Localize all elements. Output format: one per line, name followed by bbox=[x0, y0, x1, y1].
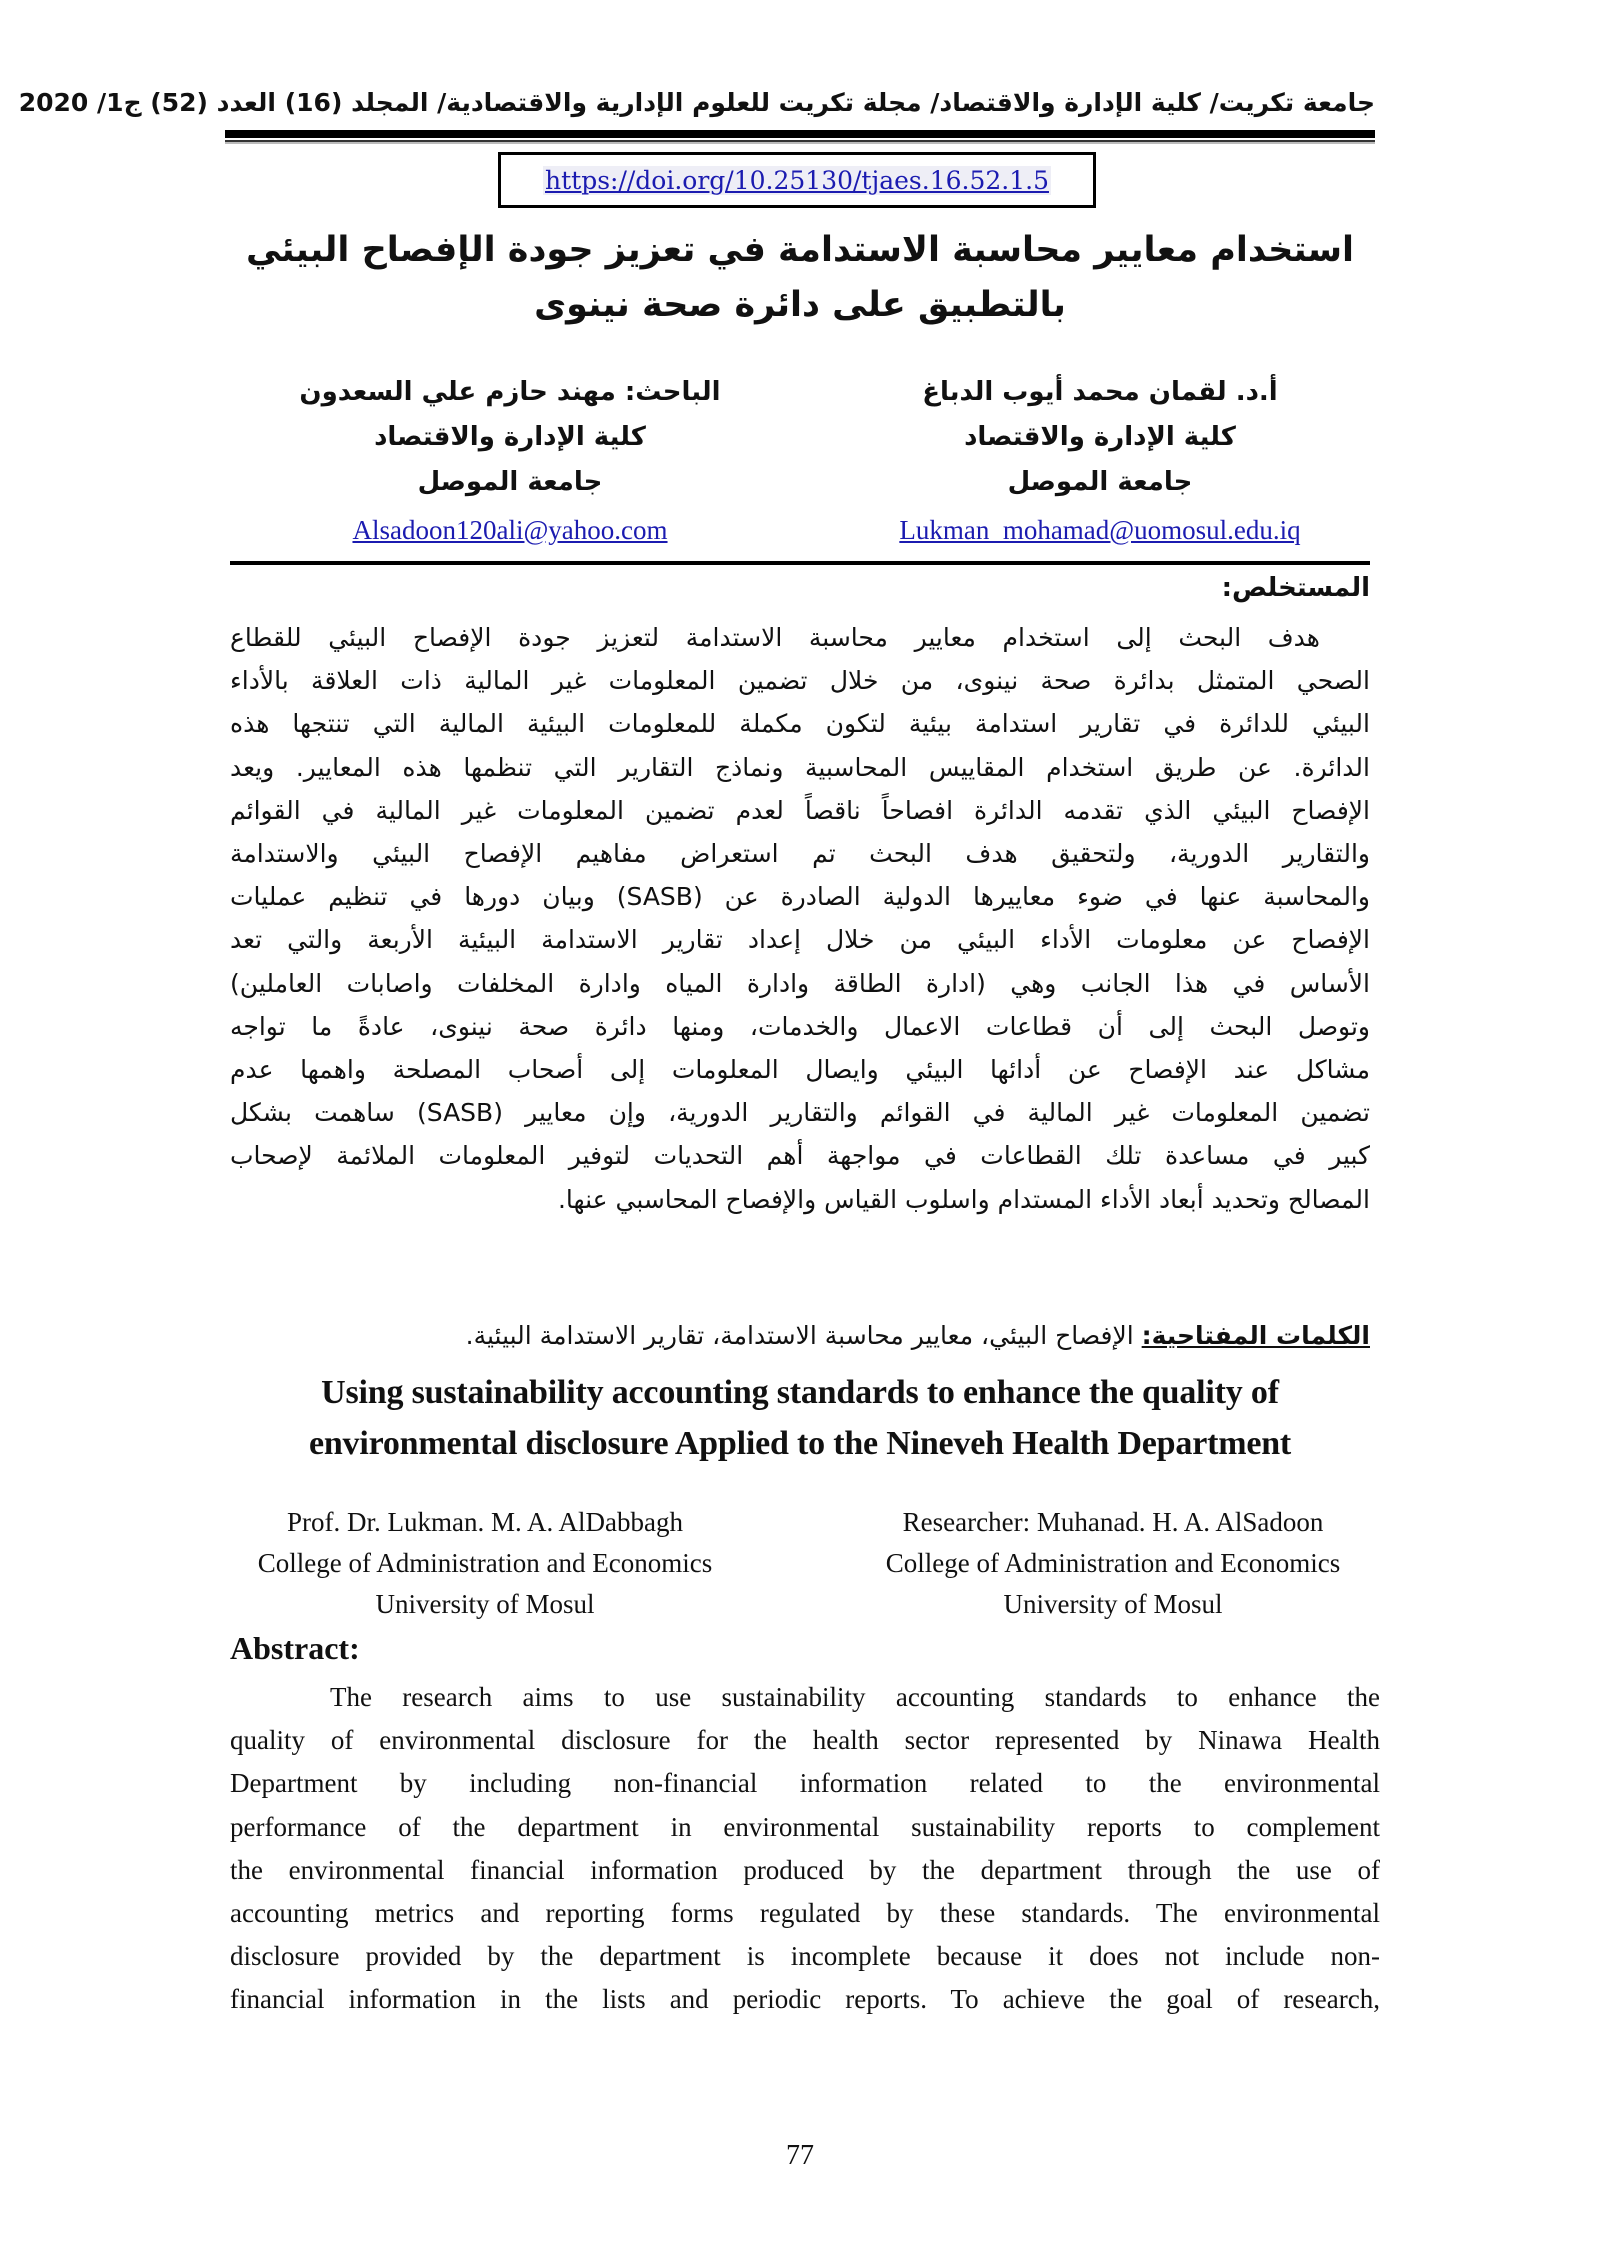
abstract-ar-line: الإفصاح البيئي الذي تقدمه الدائرة افصاحاً ناقصاً لعدم تضمين المعلومات غير المالية في القوائم bbox=[230, 795, 1370, 825]
section-divider bbox=[230, 561, 1370, 565]
abstract-ar-line: المصالح وتحديد أبعاد الأداء المستدام واسلوب القياس والإفصاح المحاسبي عنها. bbox=[557, 1184, 1370, 1214]
abstract-en-line: quality of environmental disclosure for the health sector represented by Ninawa Health bbox=[230, 1725, 1380, 1756]
abstract-ar-line: الدائرة. عن طريق استخدام المقاييس المحاسبية ونماذج التقارير التي تنظمها هذه المعايير. ويعد bbox=[230, 752, 1370, 782]
keywords-label: الكلمات المفتاحية: bbox=[1141, 1321, 1370, 1350]
keywords-text: الإفصاح البيئي، معايير محاسبة الاستدامة، تقارير الاستدامة البيئية. bbox=[465, 1321, 1142, 1350]
author-university: جامعة الموصل bbox=[1007, 467, 1193, 497]
abstract-en-line: disclosure provided by the department is incomplete because it does not include non- bbox=[230, 1941, 1380, 1972]
abstract-en-body bbox=[230, 1676, 1380, 2022]
abstract-ar-line: كبير في مساعدة تلك القطاعات في مواجهة أهم التحديات لتوفير المعلومات الملائمة لإصحاب bbox=[230, 1141, 1370, 1171]
abstract-en-line: accounting metrics and reporting forms regulated by these standards. The environmental bbox=[230, 1898, 1380, 1929]
author-email-link[interactable]: Lukman_mohamad@uomosul.edu.iq bbox=[899, 515, 1301, 545]
title-ar-line-2: بالتطبيق على دائرة صحة نينوى bbox=[534, 285, 1066, 325]
abstract-ar-line: هدف البحث إلى استخدام معايير محاسبة الاستدامة لتعزيز جودة الإفصاح البيئي للقطاع bbox=[230, 623, 1320, 652]
author-university: University of Mosul bbox=[375, 1589, 595, 1619]
author-email-link[interactable]: Alsadoon120ali@yahoo.com bbox=[352, 515, 668, 545]
abstract-ar-body bbox=[230, 616, 1370, 1221]
abstract-ar-line: البيئي للدائرة في تقارير استدامة بيئية لتكون مكملة للمعلومات البيئية المالية التي تنتجها هذه bbox=[230, 709, 1370, 739]
journal-header: جامعة تكريت/ كلية الإدارة والاقتصاد/ مجلة تكريت للعلوم الإدارية والاقتصادية/ المجلد (16) العدد (52) ج1/ 2020 bbox=[18, 88, 1375, 117]
author-en-2 bbox=[853, 1502, 1373, 1625]
keywords-ar bbox=[230, 1321, 1370, 1350]
title-en-line-1: Using sustainability accounting standards to enhance the quality of bbox=[321, 1374, 1279, 1411]
title-en-line-2: environmental disclosure Applied to the Nineveh Health Department bbox=[308, 1425, 1292, 1462]
abstract-en-line: Department by including non-financial information related to the environmental bbox=[230, 1768, 1380, 1799]
author-college: كلية الإدارة والاقتصاد bbox=[374, 422, 646, 452]
author-ar-2 bbox=[230, 370, 790, 555]
abstract-en-line: performance of the department in environmental sustainability reports to complement bbox=[230, 1811, 1380, 1842]
abstract-en-line: The research aims to use sustainability accounting standards to enhance the bbox=[330, 1682, 1380, 1712]
page-number: 77 bbox=[786, 2140, 814, 2171]
abstract-ar-line: الأساس في هذا الجانب وهي (ادارة الطاقة وادارة المياه وادارة المخلفات واصابات العاملين) bbox=[230, 968, 1370, 998]
doi-link[interactable]: https://doi.org/10.25130/tjaes.16.52.1.5 bbox=[545, 165, 1049, 195]
author-college: College of Administration and Economics bbox=[885, 1548, 1341, 1578]
abstract-en-line: the environmental financial information produced by the department through the use of bbox=[230, 1854, 1380, 1885]
abstract-ar-line: الإفصاح عن معلومات الأداء البيئي من خلال إعداد تقارير الاستدامة البيئية الأربعة والتي تعد bbox=[230, 925, 1370, 955]
header-rule-shade bbox=[225, 142, 1375, 144]
abstract-ar-line: وتوصل البحث إلى أن قطاعات الاعمال والخدمات، ومنها دائرة صحة نينوى، عادةً ما تواجه bbox=[230, 1011, 1370, 1041]
author-college: كلية الإدارة والاقتصاد bbox=[964, 422, 1236, 452]
abstract-ar-line: الصحي المتمثل بدائرة صحة نينوى، من خلال تضمين المعلومات غير المالية ذات العلاقة بالأداء bbox=[230, 666, 1370, 696]
abstract-ar-line: والمحاسبة عنها في ضوء معاييرها الدولية الصادرة عن (SASB) وبيان دورها في تنظيم عمليات bbox=[230, 882, 1370, 912]
author-university: University of Mosul bbox=[1003, 1589, 1223, 1619]
author-name: الباحث: مهند حازم علي السعدون bbox=[299, 377, 721, 407]
author-ar-1 bbox=[820, 370, 1380, 555]
author-en-1 bbox=[225, 1502, 745, 1625]
author-name: أ.د. لقمان محمد أيوب الدباغ bbox=[922, 377, 1278, 407]
author-name: Researcher: Muhanad. H. A. AlSadoon bbox=[902, 1507, 1324, 1537]
title-ar-line-1: استخدام معايير محاسبة الاستدامة في تعزيز جودة الإفصاح البيئي bbox=[245, 230, 1355, 270]
abstract-en-heading: Abstract: bbox=[230, 1630, 360, 1666]
header-rule-thick bbox=[225, 130, 1375, 138]
abstract-ar-line: مشاكل عند الإفصاح عن أدائها البيئي وايصال المعلومات إلى أصحاب المصلحة واهمها عدم bbox=[230, 1055, 1370, 1085]
author-college: College of Administration and Economics bbox=[257, 1548, 713, 1578]
abstract-ar-line: والتقارير الدورية، ولتحقيق هدف البحث تم استعراض مفاهيم الإفصاح البيئي والاستدامة bbox=[230, 839, 1370, 869]
doi-box bbox=[498, 152, 1096, 208]
abstract-ar-label: المستخلص: bbox=[1221, 573, 1370, 603]
abstract-ar-line: تضمين المعلومات غير المالية في القوائم والتقارير الدورية، وإن معايير (SASB) ساهمت بشكل bbox=[230, 1098, 1370, 1128]
author-name: Prof. Dr. Lukman. M. A. AlDabbagh bbox=[287, 1507, 683, 1537]
abstract-en-line: financial information in the lists and periodic reports. To achieve the goal of research, bbox=[230, 1984, 1380, 2015]
author-university: جامعة الموصل bbox=[417, 467, 603, 497]
